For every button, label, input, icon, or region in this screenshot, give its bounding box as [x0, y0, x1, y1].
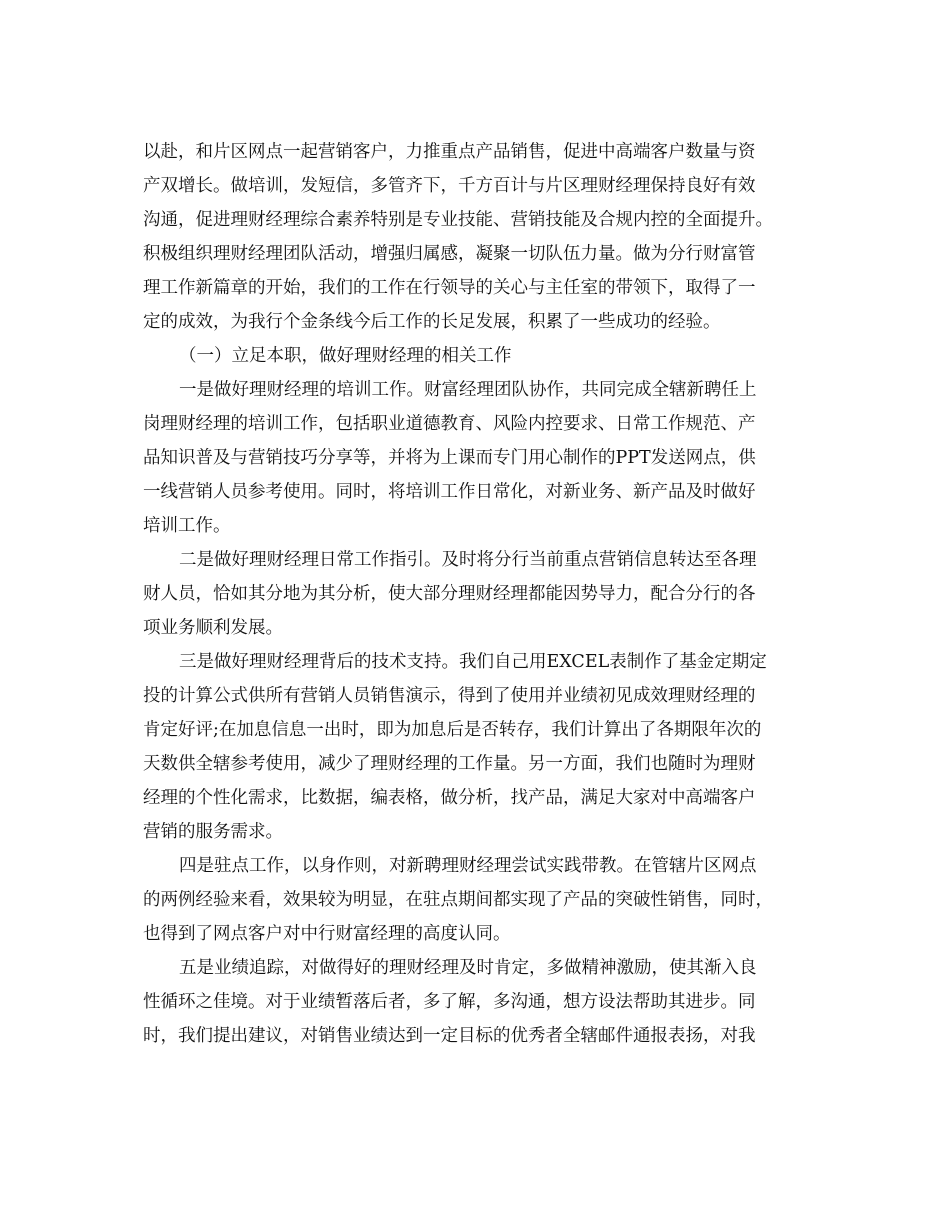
text-line: 以赴，和片区网点一起营销客户，力推重点产品销售，促进中高端客户数量与资: [143, 142, 756, 162]
text-line: 品知识普及与营销技巧分享等，并将为上课而专门用心制作的PPT发送网点，供: [143, 448, 756, 468]
text-line: 一是做好理财经理的培训工作。财富经理团队协作，共同完成全辖新聘任上: [179, 380, 757, 400]
text-line: 财人员，恰如其分地为其分析，使大部分理财经理都能因势导力，配合分行的各: [143, 584, 756, 604]
text-line: 性循环之佳境。对于业绩暂落后者，多了解，多沟通，想方设法帮助其进步。同: [143, 992, 756, 1012]
text-line: 项业务顺利发展。: [143, 618, 283, 638]
text-line: 五是业绩追踪，对做得好的理财经理及时肯定，多做精神激励，使其渐入良: [179, 958, 757, 978]
text-line: 的两例经验来看，效果较为明显，在驻点期间都实现了产品的突破性销售，同时，: [143, 890, 773, 910]
text-line: 积极组织理财经理团队活动，增强归属感，凝聚一切队伍力量。做为分行财富管: [143, 244, 756, 264]
text-line: 营销的服务需求。: [143, 822, 283, 842]
section-heading: [143, 339, 809, 373]
text-line: 经理的个性化需求，比数据，编表格，做分析，找产品，满足大家对中高端客户: [143, 788, 756, 808]
text-line: 也得到了网点客户对中行财富经理的高度认同。: [143, 924, 511, 944]
text-line: 肯定好评;在加息信息一出时，即为加息后是否转存，我们计算出了各期限年次的: [143, 720, 762, 740]
text-line: 岗理财经理的培训工作，包括职业道德教育、风险内控要求、日常工作规范、产: [143, 414, 756, 434]
text-line: 理工作新篇章的开始，我们的工作在行领导的关心与主任室的带领下，取得了一: [143, 278, 756, 298]
text-line: 天数供全辖参考使用，减少了理财经理的工作量。另一方面，我们也随时为理财: [143, 754, 756, 774]
text-line: 产双增长。做培训，发短信，多管齐下，千方百计与片区理财经理保持良好有效: [143, 176, 756, 196]
text-line: 三是做好理财经理背后的技术支持。我们自己用EXCEL表制作了基金定期定: [179, 652, 767, 672]
text-line: 沟通，促进理财经理综合素养特别是专业技能、营销技能及合规内控的全面提升。: [143, 210, 773, 230]
section-heading-text: （一）立足本职，做好理财经理的相关工作: [179, 346, 512, 366]
paragraph-training: [143, 373, 809, 543]
document-body: [143, 135, 809, 1053]
text-line: 投的计算公式供所有营销人员销售演示，得到了使用并业绩初见成效理财经理的: [143, 686, 756, 706]
text-line: 培训工作。: [143, 516, 231, 536]
paragraph-tech-support: [143, 645, 809, 849]
paragraph-guidance: [143, 543, 809, 645]
text-line: 定的成效，为我行个金条线今后工作的长足发展，积累了一些成功的经验。: [143, 312, 721, 332]
text-line: 二是做好理财经理日常工作指引。及时将分行当前重点营销信息转达至各理: [179, 550, 757, 570]
text-line: 四是驻点工作，以身作则，对新聘理财经理尝试实践带教。在管辖片区网点: [179, 856, 757, 876]
paragraph-onsite: [143, 849, 809, 951]
text-line: 时，我们提出建议，对销售业绩达到一定目标的优秀者全辖邮件通报表扬，对我: [143, 1026, 756, 1046]
text-line: 一线营销人员参考使用。同时，将培训工作日常化，对新业务、新产品及时做好: [143, 482, 756, 502]
paragraph-intro: [143, 135, 809, 339]
paragraph-tracking: [143, 951, 809, 1053]
